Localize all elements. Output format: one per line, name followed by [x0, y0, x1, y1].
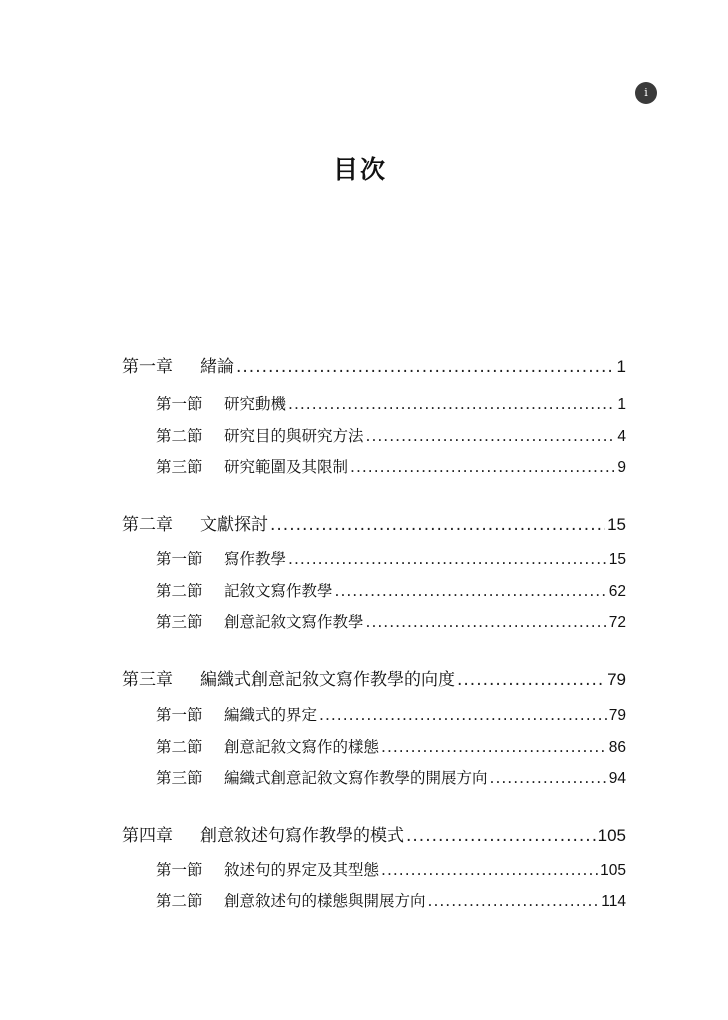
toc-entry[interactable] [122, 547, 626, 569]
toc-entry[interactable] [122, 858, 626, 880]
toc-entry-label: 編織式創意記敘文寫作教學的開展方向 [224, 769, 488, 787]
toc-dot-leader [381, 861, 598, 879]
toc-entry-number: 第一節 [156, 706, 203, 724]
toc-entry-label: 敘述句的界定及其型態 [224, 861, 380, 879]
toc-dot-leader [335, 582, 607, 600]
toc-entry-page: 4 [617, 428, 626, 445]
toc-entry[interactable] [122, 821, 626, 846]
toc-entry-label: 研究目的與研究方法 [224, 427, 364, 445]
toc-entry-label: 編織式的界定 [224, 706, 318, 724]
toc-entry-number: 第二節 [156, 738, 203, 756]
toc-entry-label: 寫作教學 [224, 550, 287, 568]
page-number-badge: i [635, 82, 657, 104]
toc-entry-page: 94 [608, 770, 626, 787]
toc-entry-page: 62 [608, 583, 626, 600]
toc-entry-number: 第三節 [156, 613, 203, 631]
toc-entry-number: 第一節 [156, 861, 203, 879]
toc-entry-number: 第四章 [122, 826, 173, 846]
toc-entry[interactable] [122, 703, 626, 725]
toc-dot-leader [236, 357, 615, 377]
toc-entry-number: 第二節 [156, 427, 203, 445]
toc-entry-page: 105 [597, 826, 626, 845]
toc-dot-leader [270, 515, 605, 535]
toc-entry-page: 15 [607, 515, 626, 534]
toc-entry-page: 15 [608, 551, 626, 568]
toc-entry[interactable] [122, 766, 626, 788]
toc-dot-leader [381, 738, 607, 756]
toc-entry-label: 文獻探討 [200, 515, 268, 535]
toc-entry-label: 創意記敘文寫作的樣態 [224, 738, 380, 756]
toc-entry-page: 1 [617, 396, 626, 413]
toc-dot-leader [457, 670, 605, 690]
toc-entry[interactable] [122, 889, 626, 911]
toc-entry-page: 79 [608, 707, 626, 724]
toc-entry-label: 創意記敘文寫作教學 [224, 613, 364, 631]
toc-entry[interactable] [122, 424, 626, 446]
toc-entry-number: 第二節 [156, 582, 203, 600]
toc-entry[interactable] [122, 510, 626, 535]
toc-entry-number: 第三章 [122, 670, 173, 690]
toc-dot-leader [319, 706, 607, 724]
toc-entry-label: 研究動機 [224, 395, 287, 413]
toc-entry-page: 79 [607, 670, 626, 689]
toc-entry[interactable] [122, 735, 626, 757]
toc-dot-leader [366, 427, 616, 445]
toc-entry-page: 72 [608, 614, 626, 631]
toc-entry-label: 研究範圍及其限制 [224, 458, 349, 476]
toc-entry-number: 第二節 [156, 892, 203, 910]
toc-dot-leader [406, 826, 596, 846]
toc-entry-number: 第二章 [122, 515, 173, 535]
toc-dot-leader [428, 892, 600, 910]
toc-entry-label: 記敘文寫作教學 [224, 582, 333, 600]
toc-entry[interactable] [122, 455, 626, 477]
toc-entry-page: 86 [608, 739, 626, 756]
toc-entry-page: 114 [601, 893, 626, 910]
toc-entry-number: 第一章 [122, 357, 173, 377]
toc-dot-leader [350, 458, 615, 476]
toc-entry-page: 9 [617, 459, 626, 476]
page-title: 目次 [332, 155, 387, 184]
toc-entry[interactable] [122, 665, 626, 690]
toc-entry[interactable] [122, 392, 626, 414]
toc-entry-number: 第一節 [156, 395, 203, 413]
toc-entry-label: 緒論 [200, 357, 234, 377]
toc-entry-number: 第一節 [156, 550, 203, 568]
toc-entry[interactable] [122, 352, 626, 377]
toc-dot-leader [288, 550, 607, 568]
toc-dot-leader [490, 769, 607, 787]
toc-entry-page: 1 [616, 357, 626, 376]
toc-entry-page: 105 [600, 862, 626, 879]
toc-entry[interactable] [122, 579, 626, 601]
toc-entry[interactable] [122, 610, 626, 632]
toc-dot-leader [288, 395, 615, 413]
toc-dot-leader [366, 613, 607, 631]
toc-entry-label: 創意敘述句的樣態與開展方向 [224, 892, 426, 910]
toc-entry-label: 編織式創意記敘文寫作教學的向度 [200, 670, 455, 690]
toc-entry-number: 第三節 [156, 769, 203, 787]
toc-entry-number: 第三節 [156, 458, 203, 476]
toc-entry-label: 創意敘述句寫作教學的模式 [200, 826, 404, 846]
